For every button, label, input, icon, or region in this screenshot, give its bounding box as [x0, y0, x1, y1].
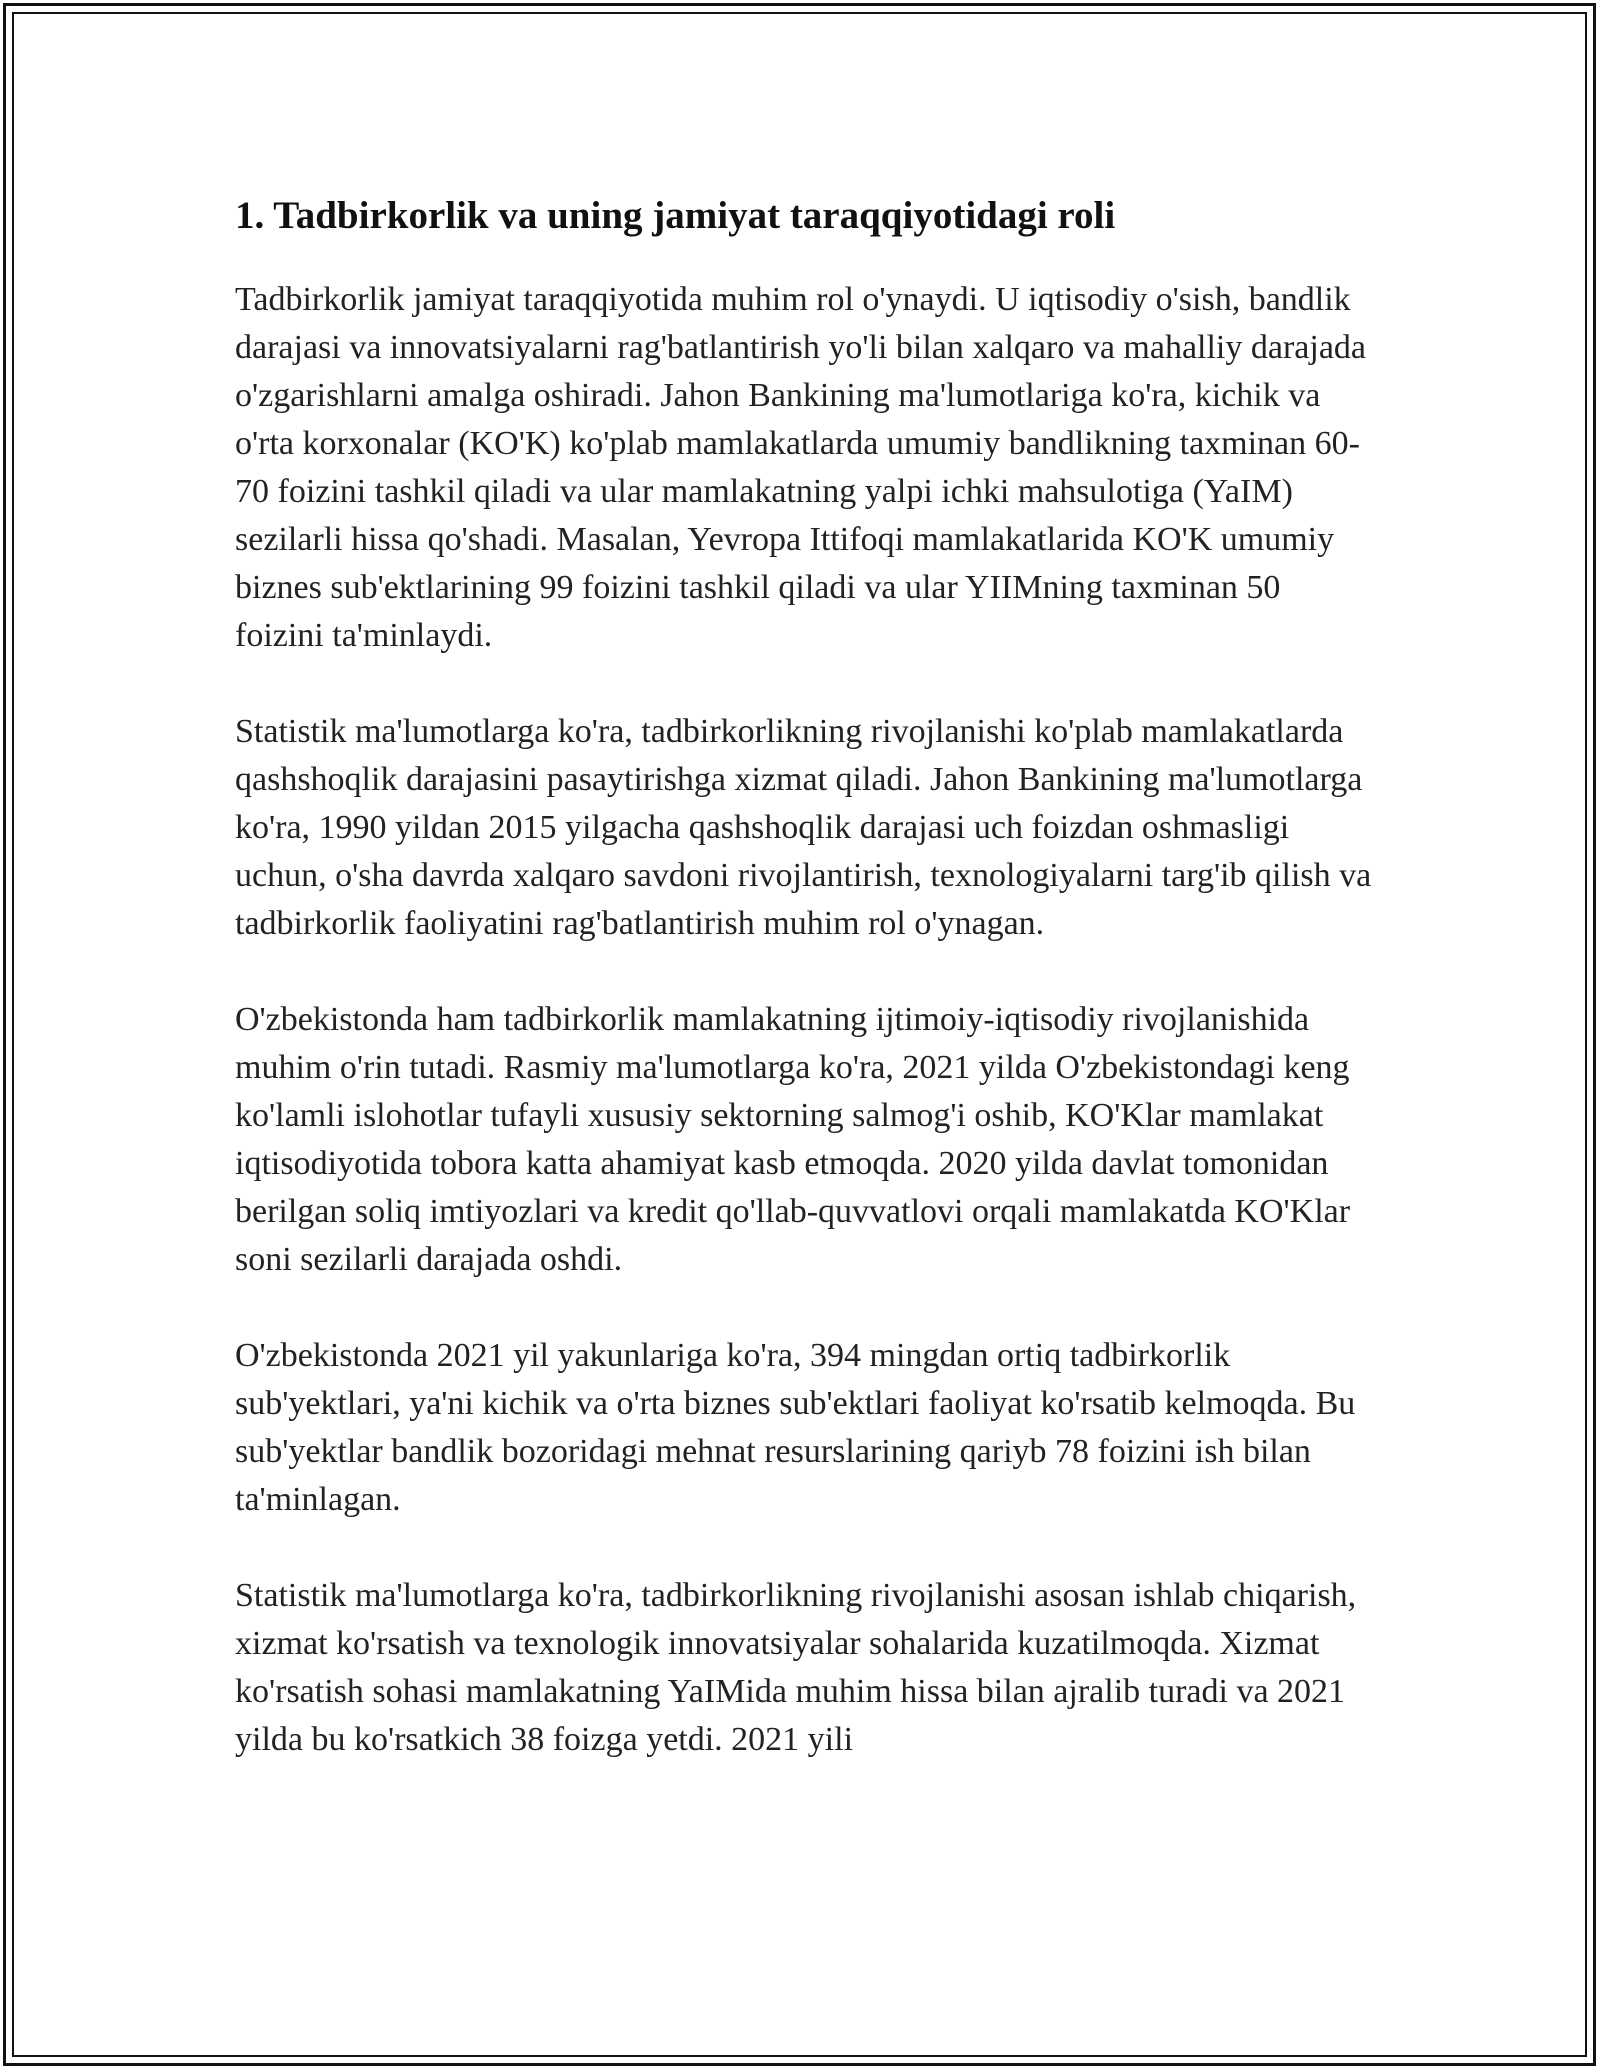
document-body: [235, 186, 1375, 1812]
section-title: 1. Tadbirkorlik va uning jamiyat taraqqiyotidagi roli: [235, 194, 1116, 237]
paragraph-3: O'zbekistonda ham tadbirkorlik mamlakatning ijtimoiy-iqtisodiy rivojlanishida muhim o'rin tutadi. Rasmiy ma'lumotlarga ko'ra, 2021 yilda O'zbekistondagi keng ko'lamli islohotlar tufayli xususiy sektorning salmog'i oshib, KO'Klar mamlakat iqtisodiyotida tobora katta ahamiyat kasb etmoqda. 2020 yilda davlat tomonidan berilgan soliq imtiyozlari va kredit qo'llab-quvvatlovi orqali mamlakatda KO'Klar soni sezilarli darajada oshdi.: [235, 1001, 1351, 1278]
paragraph-2: Statistik ma'lumotlarga ko'ra, tadbirkorlikning rivojlanishi ko'plab mamlakatlarda qashshoqlik darajasini pasaytirishga xizmat qiladi. Jahon Bankining ma'lumotlarga ko'ra, 1990 yildan 2015 yilgacha qashshoqlik darajasi uch foizdan oshmasligi uchun, o'sha davrda xalqaro savdoni rivojlantirish, texnologiyalarni targ'ib qilish va tadbirkorlik faoliyatini rag'batlantirish muhim rol o'ynagan.: [235, 713, 1372, 942]
paragraph-5: Statistik ma'lumotlarga ko'ra, tadbirkorlikning rivojlanishi asosan ishlab chiqarish, xizmat ko'rsatish va texnologik innovatsiyalar sohalarida kuzatilmoqda. Xizmat ko'rsatish sohasi mamlakatning YaIMida muhim hissa bilan ajralib turadi va 2021 yilda bu ko'rsatkich 38 foizga yetdi. 2021 yili: [235, 1577, 1357, 1758]
paragraph-1: Tadbirkorlik jamiyat taraqqiyotida muhim rol o'ynaydi. U iqtisodiy o'sish, bandlik darajasi va innovatsiyalarni rag'batlantirish yo'li bilan xalqaro va mahalliy darajada o'zgarishlarni amalga oshiradi. Jahon Bankining ma'lumotlariga ko'ra, kichik va o'rta korxonalar (KO'K) ko'plab mamlakatlarda umumiy bandlikning taxminan 60-70 foizini tashkil qiladi va ular mamlakatning yalpi ichki mahsulotiga (YaIM) sezilarli hissa qo'shadi. Masalan, Yevropa Ittifoqi mamlakatlarida KO'K umumiy biznes sub'ektlarining 99 foizini tashkil qiladi va ular YIIMning taxminan 50 foizini ta'minlaydi.: [235, 281, 1367, 654]
paragraph-4: O'zbekistonda 2021 yil yakunlariga ko'ra, 394 mingdan ortiq tadbirkorlik sub'yektlari, ya'ni kichik va o'rta biznes sub'ektlari faoliyat ko'rsatib kelmoqda. Bu sub'yektlar bandlik bozoridagi mehnat resurslarining qariyb 78 foizini ish bilan ta'minlagan.: [235, 1337, 1356, 1518]
